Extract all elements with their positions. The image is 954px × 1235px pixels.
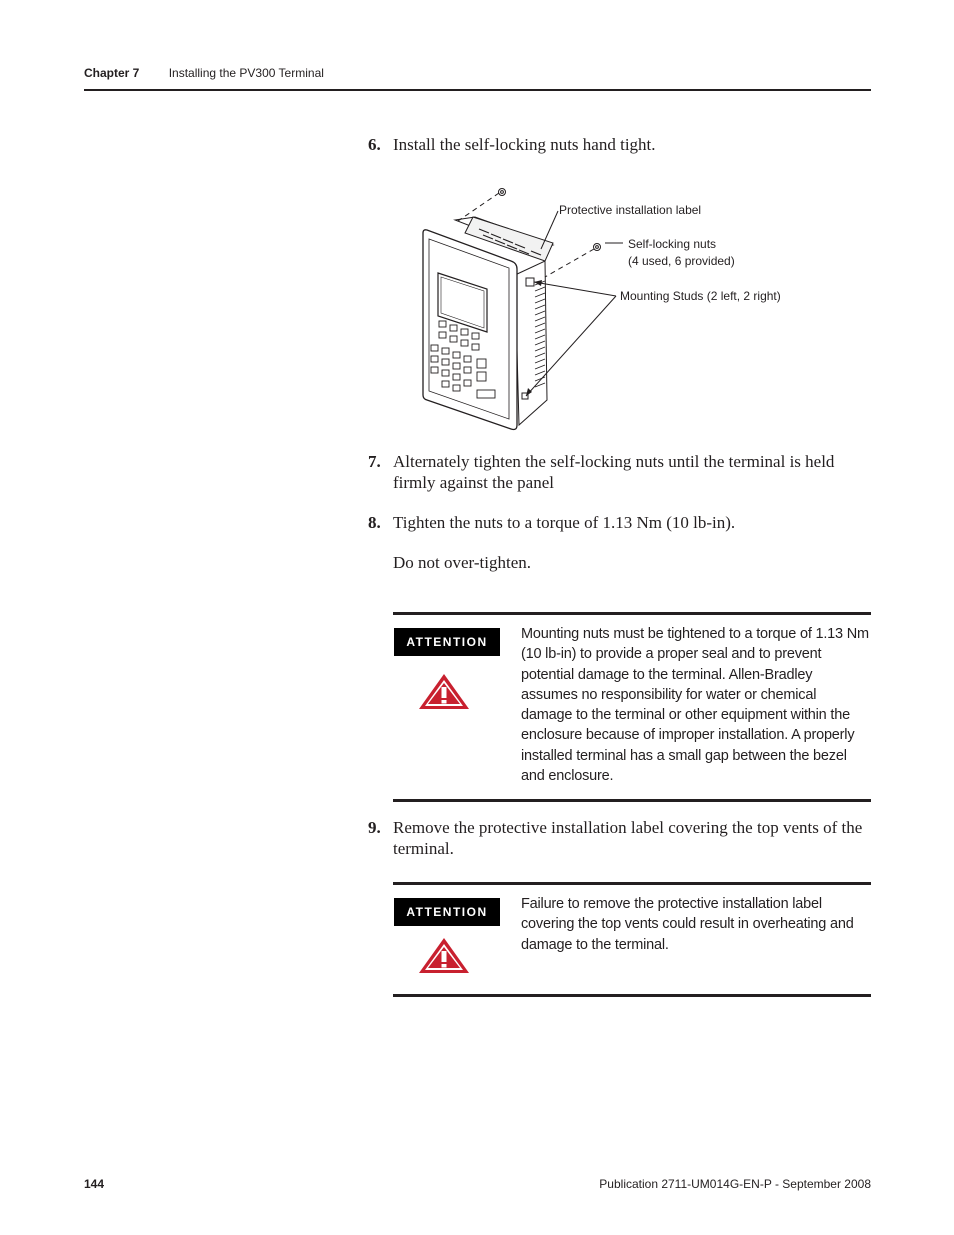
step-number: 6. bbox=[368, 135, 381, 154]
page-number: 144 bbox=[84, 1177, 105, 1191]
page-header bbox=[84, 66, 324, 80]
label-self-locking-nuts: Self-locking nuts bbox=[628, 237, 717, 251]
step-number: 7. bbox=[368, 452, 381, 471]
chapter-title: Installing the PV300 Terminal bbox=[168, 66, 324, 80]
label-protective-installation: Protective installation label bbox=[559, 203, 702, 217]
step-text: Remove the protective installation label covering the top vents of the terminal. bbox=[393, 818, 863, 858]
attention-box-torque bbox=[393, 612, 871, 802]
step-6 bbox=[368, 134, 868, 155]
attention-text: Failure to remove the protective installation label covering the top vents could result in overheating and damage to the terminal. bbox=[521, 896, 854, 953]
attention-badge: ATTENTION bbox=[394, 628, 500, 656]
step-7 bbox=[368, 451, 868, 493]
label-nuts-count: (4 used, 6 provided) bbox=[628, 254, 735, 268]
warning-triangle-icon bbox=[417, 936, 471, 975]
chapter-label: Chapter 7 bbox=[84, 66, 140, 80]
step-9 bbox=[368, 817, 868, 859]
step-note-text: Do not over-tighten. bbox=[393, 553, 531, 572]
step-text: Alternately tighten the self-locking nuts until the terminal is held firmly against the panel bbox=[393, 452, 835, 492]
header-rule bbox=[84, 89, 871, 91]
step-text: Tighten the nuts to a torque of 1.13 Nm (10 lb-in). bbox=[393, 513, 736, 532]
step-number: 9. bbox=[368, 818, 381, 837]
attention-badge: ATTENTION bbox=[394, 898, 500, 926]
attention-box-label bbox=[393, 882, 871, 997]
warning-triangle-icon bbox=[417, 672, 471, 711]
step-text: Install the self-locking nuts hand tight. bbox=[393, 135, 656, 154]
step-number: 8. bbox=[368, 513, 381, 532]
step-8-note bbox=[368, 552, 868, 573]
publication-id: Publication 2711-UM014G-EN-P - September 2008 bbox=[599, 1177, 871, 1191]
terminal-installation-figure bbox=[395, 175, 815, 445]
label-mounting-studs: Mounting Studs (2 left, 2 right) bbox=[620, 289, 781, 303]
attention-text: Mounting nuts must be tightened to a torque of 1.13 Nm (10 lb-in) to provide a proper seal and to prevent potential damage to the terminal. Allen-Bradley assumes no responsibility for water or chemical damage to the terminal or other equipment within the enclosure because of improper installation. A properly installed terminal has a small gap between the bezel and enclosure. bbox=[521, 626, 869, 785]
step-8 bbox=[368, 512, 868, 533]
